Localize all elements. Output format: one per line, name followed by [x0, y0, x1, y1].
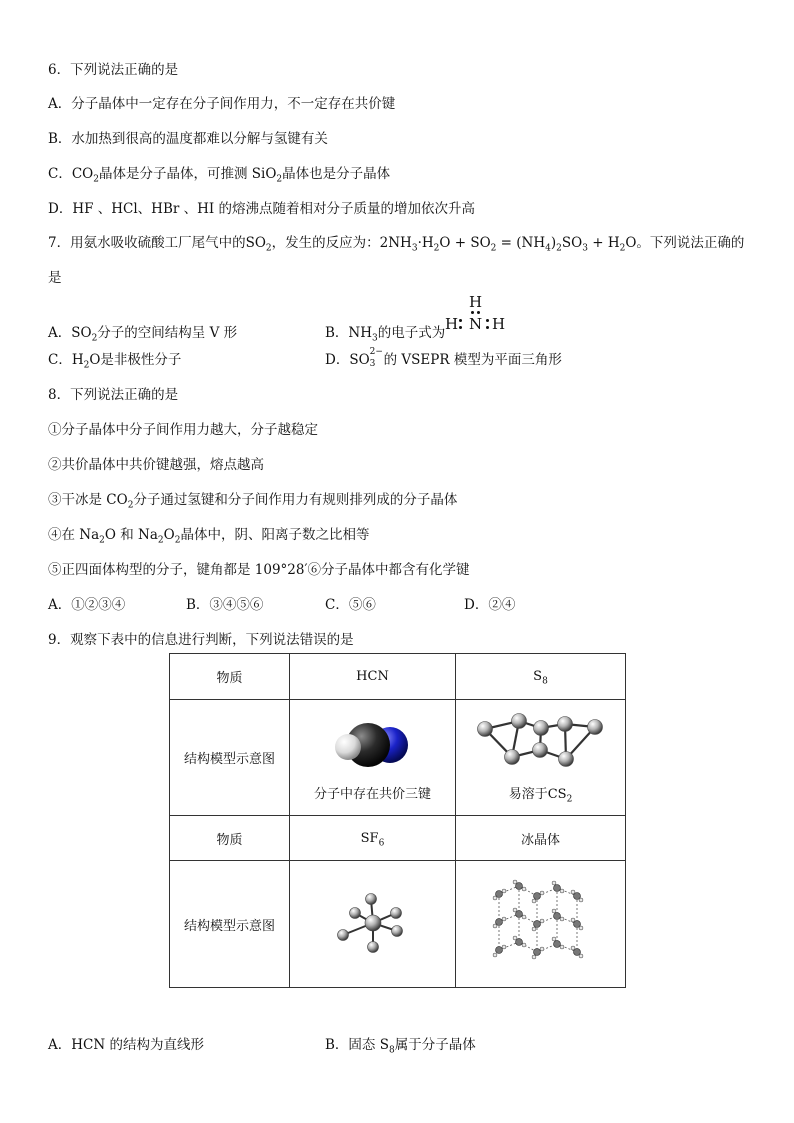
- text: C．CO: [48, 166, 94, 182]
- table-row: [170, 861, 626, 988]
- fluorine-atom: [390, 908, 401, 919]
- text: D．SO: [325, 352, 370, 368]
- text: 易溶于CS: [508, 787, 567, 802]
- subscript: 2: [265, 243, 272, 254]
- q8-stem: 8．下列说法正确的是: [48, 387, 179, 403]
- hydrogen-atom: [335, 734, 361, 760]
- ice-h-atom: [579, 954, 583, 958]
- ice-h-atom: [513, 908, 517, 912]
- table-cell: 物质: [170, 816, 290, 861]
- text: O + SO: [439, 235, 491, 251]
- ice-h-atom: [579, 926, 583, 930]
- q6-option-b: B．水加热到很高的温度都难以分解与氢键有关: [48, 131, 328, 147]
- text: O: [163, 527, 175, 543]
- hcn-caption: 分子中存在共价三键: [313, 787, 431, 802]
- lewis-dot: [459, 319, 462, 322]
- ice-h-atom: [579, 898, 583, 902]
- text: S: [533, 669, 543, 684]
- text: 晶体中，阴、阳离子数之比相等: [180, 527, 370, 543]
- s8-caption: [456, 783, 625, 805]
- ice-h-atom: [513, 936, 517, 940]
- text: 的 VSEPR 模型为平面三角形: [383, 352, 562, 368]
- ice-atom: [553, 885, 560, 892]
- table-cell: [456, 861, 626, 988]
- text: C．H: [48, 352, 84, 368]
- q7-option-b: [325, 321, 446, 344]
- lewis-dot: [459, 326, 462, 329]
- ice-h-atom: [502, 917, 506, 921]
- table-cell: [290, 816, 456, 861]
- ice-crystal-model-image: [491, 876, 591, 968]
- table-cell: [456, 654, 626, 700]
- q7-stem-line2: 是: [48, 270, 62, 286]
- subscript: 8: [542, 676, 548, 687]
- sulfur-atom: [365, 915, 381, 931]
- text: 分子的空间结构呈 V 形: [97, 325, 238, 341]
- lewis-dot: [471, 311, 474, 314]
- lewis-h-top: H: [469, 293, 483, 311]
- ice-h-atom: [560, 889, 564, 893]
- subscript: 2: [83, 360, 90, 371]
- subscript: 2: [99, 535, 105, 546]
- text: O是非极性分子: [89, 352, 182, 368]
- text: 的电子式为: [377, 325, 446, 341]
- s8-atom: [558, 752, 573, 767]
- lewis-dot: [486, 326, 489, 329]
- text: = (NH: [496, 235, 546, 251]
- ice-oxygen-atoms: [495, 883, 580, 956]
- q8-statement-2: ②共价晶体中共价键越强，熔点越高: [48, 457, 264, 473]
- ice-h-atom: [540, 947, 544, 951]
- ice-h-atom: [502, 889, 506, 893]
- subscript: 8: [388, 1045, 395, 1056]
- q7-stem: [48, 231, 745, 254]
- subscript: 2: [157, 535, 164, 546]
- ice-h-atom: [560, 945, 564, 949]
- q6-option-d: D．HF 、HCl、HBr 、HI 的熔沸点随着相对分子质量的增加依次升高: [48, 201, 476, 217]
- text: 晶体是分子晶体，可推测 SiO: [98, 166, 277, 182]
- fluorine-atom: [391, 926, 402, 937]
- text: + H: [587, 235, 620, 251]
- q7-option-a: [48, 321, 238, 344]
- ice-atom: [495, 947, 502, 954]
- q8-statement-1: ①分子晶体中分子间作用力越大，分子越稳定: [48, 422, 318, 438]
- q6-option-a: A．分子晶体中一定存在分子间作用力，不一定存在共价键: [48, 96, 396, 112]
- ice-h-atom: [493, 896, 497, 900]
- table-row: [170, 700, 626, 816]
- text: SO: [561, 235, 583, 251]
- ice-h-atom: [493, 953, 497, 957]
- s8-atom: [532, 743, 547, 758]
- lewis-n: N: [469, 315, 483, 333]
- ice-atom: [553, 913, 560, 920]
- text: 晶体也是分子晶体: [282, 166, 391, 182]
- subscript: 2: [566, 794, 573, 805]
- s8-atom: [557, 717, 572, 732]
- ice-atom: [553, 941, 560, 948]
- text: 7．用氨水吸收硫酸工厂尾气中的SO: [48, 235, 266, 251]
- ice-h-atom: [532, 899, 536, 903]
- subscript: 3: [372, 333, 378, 344]
- q8-option-b: B．③④⑤⑥: [186, 597, 264, 613]
- subscript: 2: [174, 535, 181, 546]
- q8-statement-5-6: ⑤正四面体构型的分子，键角都是 109°28′⑥分子晶体中都含有化学键: [48, 562, 470, 578]
- text: ，发生的反应为：2NH: [271, 235, 412, 251]
- table-cell: 结构模型示意图: [170, 861, 290, 988]
- ice-atom: [533, 921, 540, 928]
- s8-atom: [477, 722, 492, 737]
- fluorine-atom: [349, 908, 360, 919]
- text: ): [550, 235, 557, 251]
- text: ④在 Na: [48, 527, 100, 543]
- table-cell: [456, 700, 626, 816]
- sf6-model-image: [333, 887, 413, 957]
- nh3-lewis-structure: [445, 293, 509, 333]
- text: 分子通过氢键和分子间作用力有规则排列成的分子晶体: [133, 492, 458, 508]
- ice-h-atom: [571, 946, 575, 950]
- ice-h-atom: [532, 927, 536, 931]
- q9-option-b: [325, 1033, 476, 1056]
- fluorine-atom: [365, 894, 376, 905]
- text: O。下列说法正确的: [625, 235, 745, 251]
- ice-h-atom: [540, 891, 544, 895]
- text: ·H: [417, 235, 434, 251]
- q7-option-d: [325, 348, 562, 368]
- text: A．SO: [48, 325, 92, 341]
- s8-atom: [587, 720, 602, 735]
- table-row: [170, 816, 626, 861]
- s8-atom: [504, 750, 519, 765]
- subscript: 2: [127, 500, 134, 511]
- info-table: [169, 653, 626, 988]
- ice-h-atom: [540, 919, 544, 923]
- text: SF: [360, 830, 379, 846]
- fluorine-atom: [337, 930, 348, 941]
- text: B．固态 S: [325, 1037, 389, 1053]
- table-cell: 物质: [170, 654, 290, 700]
- q8-statement-4: [48, 523, 370, 546]
- s8-model-image: [476, 713, 606, 775]
- text: O 和 Na: [104, 527, 158, 543]
- subscript: 2: [276, 174, 283, 185]
- subscript: 3: [582, 243, 588, 254]
- text: B．NH: [325, 325, 373, 341]
- subscript: 2: [619, 243, 626, 254]
- ice-h-atom: [522, 887, 526, 891]
- ice-h-atom: [571, 890, 575, 894]
- subscript: 2: [556, 243, 562, 254]
- text: ③干冰是 CO: [48, 492, 128, 508]
- table-cell: 冰晶体: [456, 816, 626, 861]
- ice-h-atom: [502, 945, 506, 949]
- fluorine-atom: [367, 942, 378, 953]
- q8-statement-3: [48, 488, 458, 511]
- ice-h-atom: [532, 955, 536, 959]
- ice-h-atom: [493, 924, 497, 928]
- ice-h-atom: [513, 880, 517, 884]
- subscript: 4: [545, 243, 551, 254]
- subscript: 2: [91, 333, 98, 344]
- q8-option-d: D．②④: [464, 597, 516, 613]
- q6-option-c: [48, 162, 391, 185]
- table-cell: 结构模型示意图: [170, 700, 290, 816]
- lewis-dot: [477, 311, 480, 314]
- subscript: 2: [490, 243, 497, 254]
- table-cell: HCN: [290, 654, 456, 700]
- lewis-h-right: H: [492, 315, 506, 333]
- q9-option-a: A．HCN 的结构为直线形: [48, 1037, 204, 1053]
- ice-atom: [533, 893, 540, 900]
- table-cell: [290, 861, 456, 988]
- q8-option-a: A．①②③④: [48, 597, 126, 613]
- s8-atom: [533, 721, 548, 736]
- text: 属于分子晶体: [394, 1037, 476, 1053]
- lewis-dot: [486, 319, 489, 322]
- subscript: 2: [433, 243, 440, 254]
- q7-option-c: [48, 348, 182, 371]
- ice-h-atom: [560, 917, 564, 921]
- ice-h-atom: [522, 915, 526, 919]
- table-row: [170, 654, 626, 700]
- s8-atom: [511, 714, 526, 729]
- ice-h-atom: [552, 937, 556, 941]
- lewis-h-left: H: [445, 315, 459, 333]
- subscript: 3: [411, 243, 418, 254]
- subscript: 2: [93, 174, 99, 185]
- ice-h-atom: [522, 943, 526, 947]
- q9-stem: 9．观察下表中的信息进行判断，下列说法错误的是: [48, 632, 354, 648]
- ice-atom: [533, 949, 540, 956]
- q8-option-c: C．⑤⑥: [325, 597, 376, 613]
- ice-h-atom: [552, 909, 556, 913]
- table-cell: [290, 700, 456, 816]
- hcn-model-image: [328, 713, 418, 775]
- q6-stem: 6．下列说法正确的是: [48, 62, 179, 78]
- subscript: 6: [378, 838, 385, 849]
- so3-charge: 2− 3: [369, 347, 383, 369]
- ice-h-atom: [571, 918, 575, 922]
- ice-h-atom: [552, 881, 556, 885]
